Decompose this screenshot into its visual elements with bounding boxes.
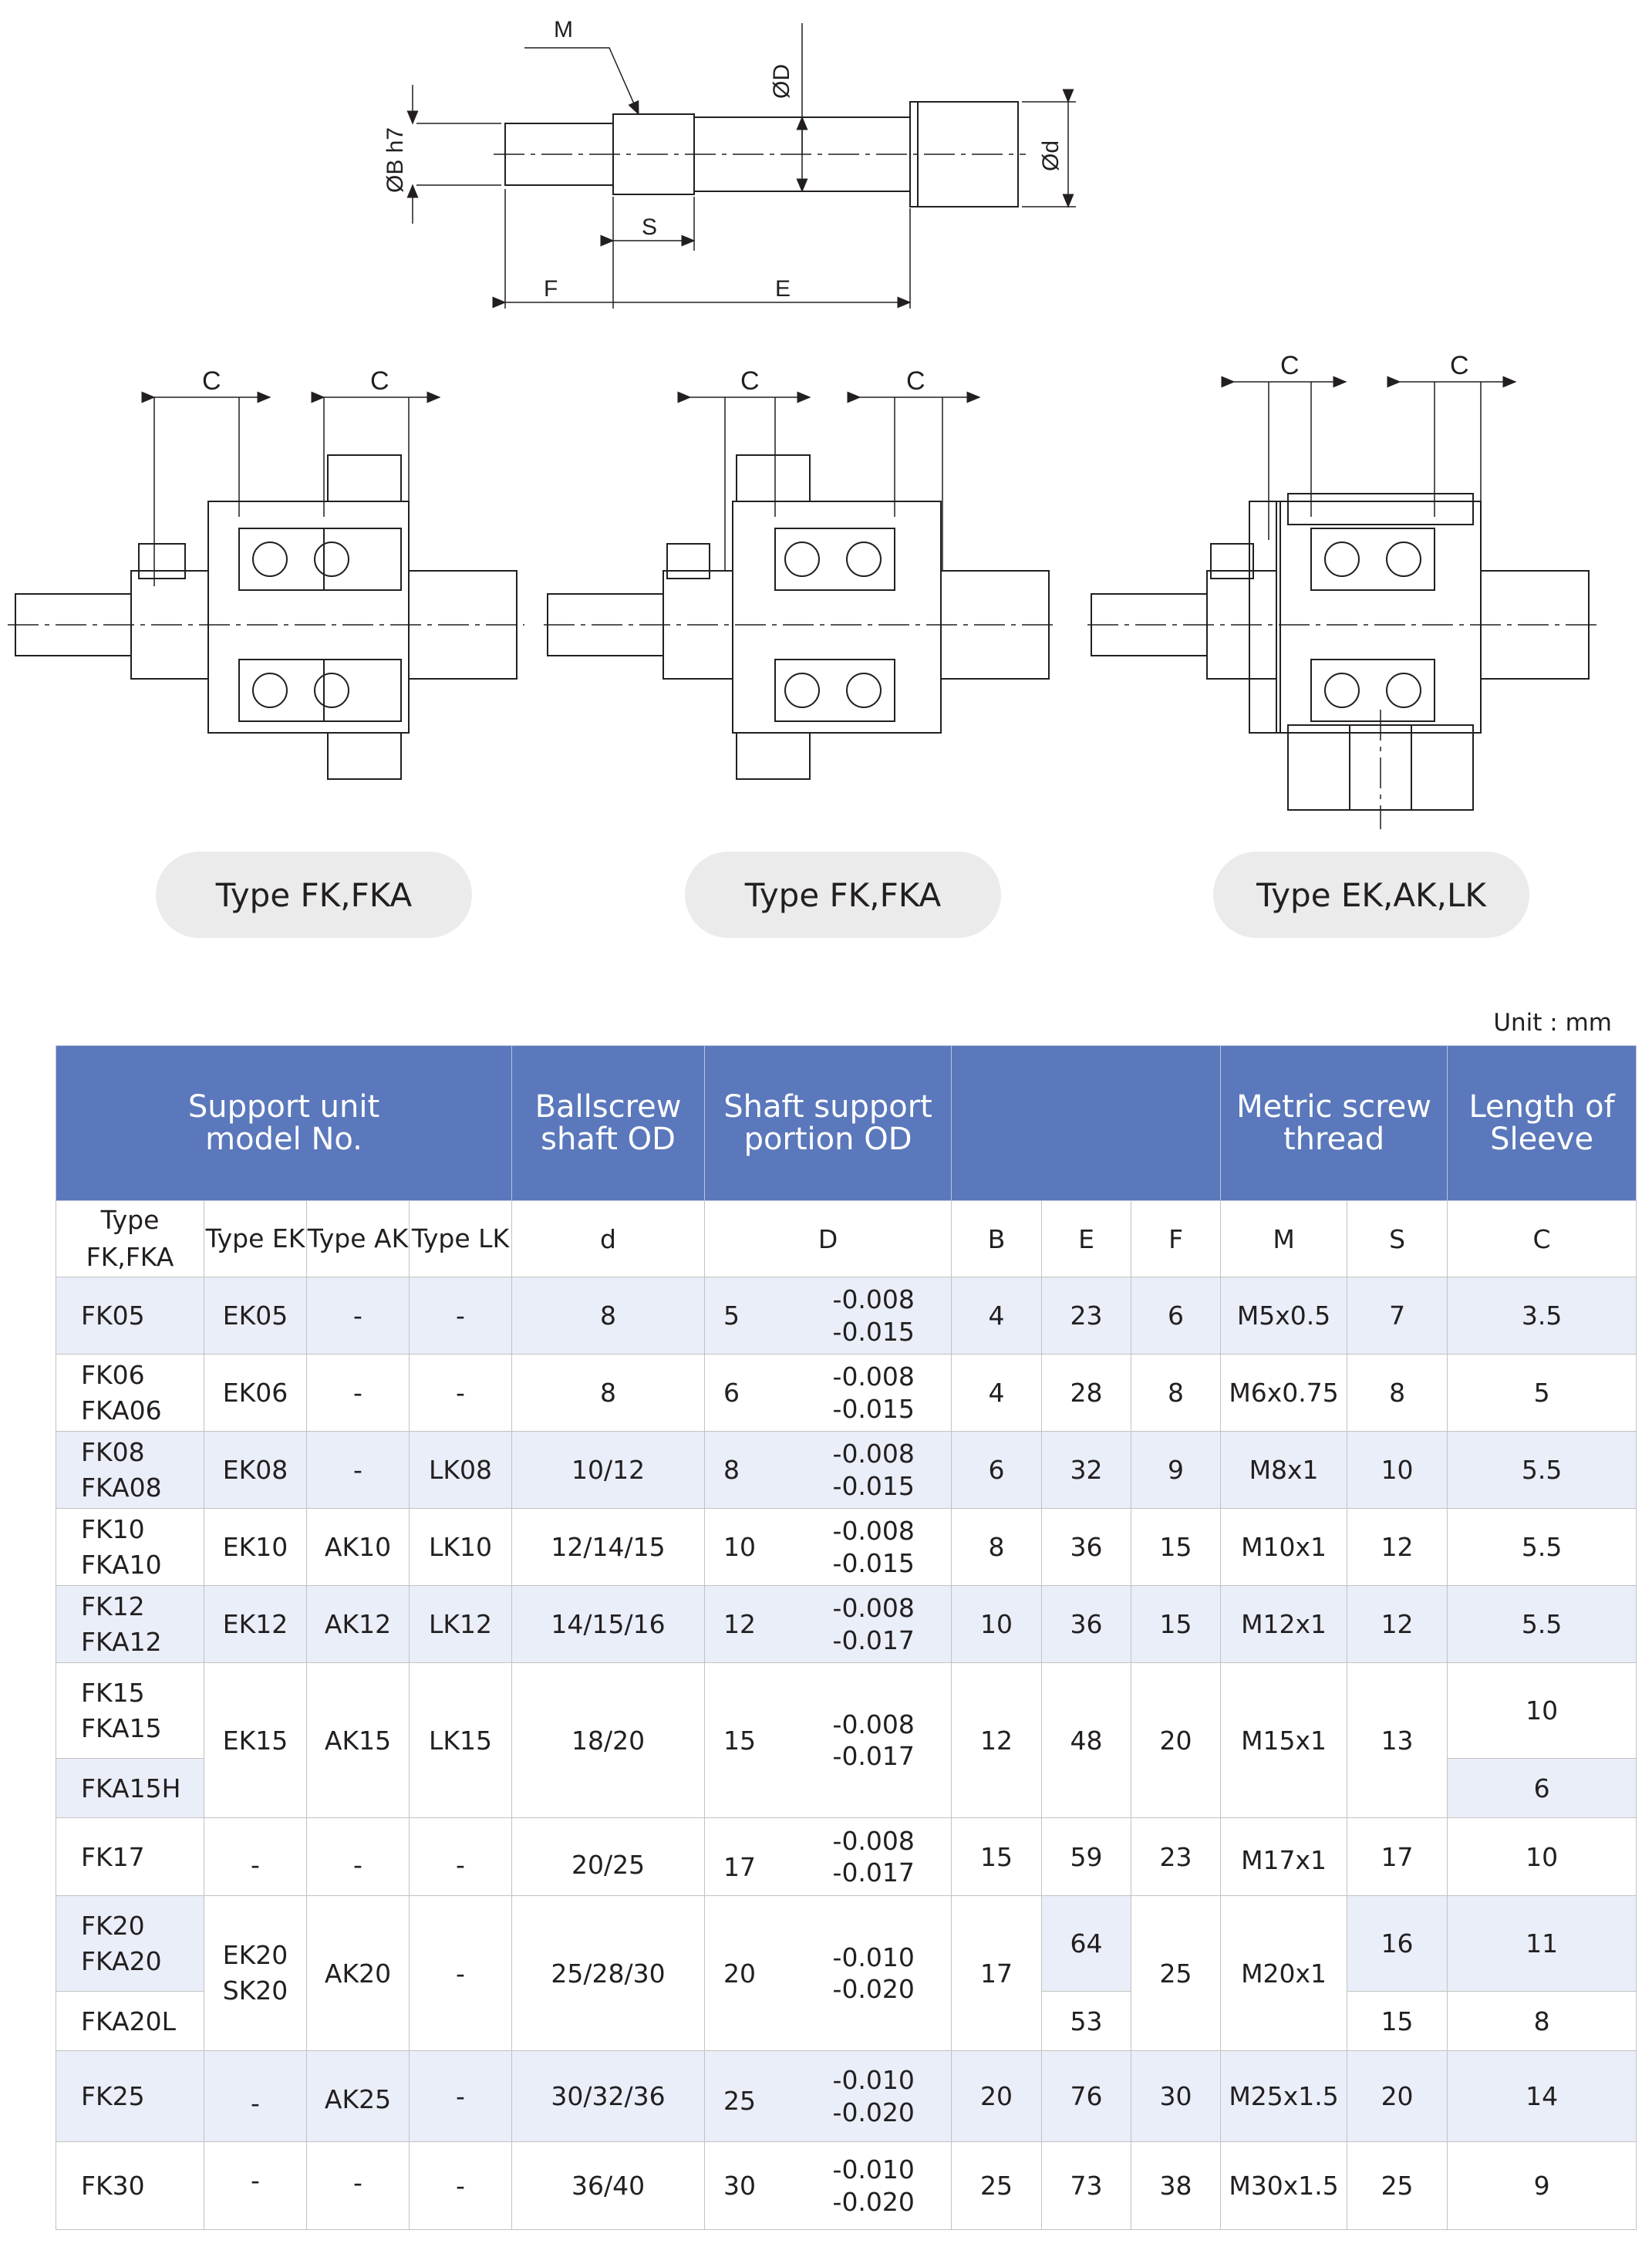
cell-m: M8x1 — [1221, 1432, 1347, 1509]
cell-c: 3.5 — [1448, 1277, 1637, 1355]
subheader-f: F — [1131, 1201, 1221, 1277]
cell-ek: EK15 — [204, 1663, 307, 1818]
cell-e: 59 — [1042, 1818, 1131, 1896]
cell-upper-d: 10 — [705, 1509, 828, 1586]
label-c-1a: C — [202, 366, 221, 396]
type-label-fk-2: Type FK,FKA — [685, 852, 1001, 938]
cell-e: 23 — [1042, 1277, 1131, 1355]
cell-fk: FK06 FKA06 — [56, 1355, 204, 1432]
cell-lk: LK10 — [410, 1509, 512, 1586]
cell-f: 9 — [1131, 1432, 1221, 1509]
cell-b: 12 — [952, 1663, 1042, 1818]
cell-b: 4 — [952, 1355, 1042, 1432]
cell-e-alt: 53 — [1042, 1992, 1131, 2051]
cell-ek: EK05 — [204, 1277, 307, 1355]
subheader-upper-d: D — [705, 1201, 952, 1277]
type-label-ek: Type EK,AK,LK — [1213, 852, 1529, 938]
table-row — [56, 1509, 1637, 1586]
cell-tolerance: -0.008 -0.017 — [828, 1586, 952, 1663]
cell-c: 5.5 — [1448, 1509, 1637, 1586]
cell-tolerance: -0.010 -0.020 — [828, 1896, 952, 2051]
cell-d: 36/40 — [512, 2142, 705, 2230]
cell-tolerance: -0.008 -0.015 — [828, 1355, 952, 1432]
cell-b: 6 — [952, 1432, 1042, 1509]
section-drawing-fk-2 — [544, 366, 1053, 779]
label-c-3a: C — [1280, 351, 1300, 380]
section-drawing-ek — [1087, 351, 1596, 829]
cell-e: 36 — [1042, 1509, 1131, 1586]
cell-fk: FK15 FKA15 — [56, 1663, 204, 1759]
cell-ek: - — [204, 2142, 307, 2230]
cell-ak: - — [307, 1818, 410, 1896]
cell-upper-d: 15 — [705, 1663, 828, 1818]
cell-tolerance: -0.010 -0.020 — [828, 2051, 952, 2142]
cell-ak: - — [307, 1277, 410, 1355]
subheader-type-lk: Type LK — [410, 1201, 512, 1277]
cell-ak: AK25 — [307, 2051, 410, 2142]
header-support-unit: Support unit model No. — [56, 1046, 512, 1201]
cell-m: M30x1.5 — [1221, 2142, 1347, 2230]
cell-c: 9 — [1448, 2142, 1637, 2230]
cell-s: 17 — [1347, 1818, 1448, 1896]
cell-fk: FK30 — [56, 2142, 204, 2230]
label-c-3b: C — [1450, 351, 1469, 380]
cell-m: M25x1.5 — [1221, 2051, 1347, 2142]
cell-b: 17 — [952, 1896, 1042, 2051]
label-s: S — [642, 214, 658, 240]
subheader-s: S — [1347, 1201, 1448, 1277]
cell-ak: AK10 — [307, 1509, 410, 1586]
table-row — [56, 1432, 1637, 1509]
subheader-b: B — [952, 1201, 1042, 1277]
cell-d: 8 — [512, 1355, 705, 1432]
unit-label: Unit : mm — [1493, 1009, 1612, 1037]
cell-ak: - — [307, 1432, 410, 1509]
cell-m: M17x1 — [1221, 1818, 1347, 1896]
cell-tolerance: -0.008 -0.017 — [828, 1818, 952, 1896]
table-row — [56, 1586, 1637, 1663]
cell-tolerance: -0.008 -0.015 — [828, 1432, 952, 1509]
cell-e: 36 — [1042, 1586, 1131, 1663]
cell-e: 64 — [1042, 1896, 1131, 1992]
cell-m: M5x0.5 — [1221, 1277, 1347, 1355]
subheader-m: M — [1221, 1201, 1347, 1277]
cell-fk: FK25 — [56, 2051, 204, 2142]
shaft-end-detail — [383, 17, 1076, 309]
cell-ak: - — [307, 1355, 410, 1432]
cell-f: 30 — [1131, 2051, 1221, 2142]
cell-d: 10/12 — [512, 1432, 705, 1509]
header-blank — [952, 1046, 1221, 1201]
cell-e: 48 — [1042, 1663, 1131, 1818]
cell-lk: LK08 — [410, 1432, 512, 1509]
cell-m: M10x1 — [1221, 1509, 1347, 1586]
cell-lk: - — [410, 1818, 512, 1896]
cell-d: 20/25 — [512, 1818, 705, 1896]
cell-upper-d: 12 — [705, 1586, 828, 1663]
cell-f: 8 — [1131, 1355, 1221, 1432]
cell-c: 11 — [1448, 1896, 1637, 1992]
cell-upper-d: 30 — [705, 2142, 828, 2230]
cell-fk: FK12 FKA12 — [56, 1586, 204, 1663]
cell-f: 15 — [1131, 1586, 1221, 1663]
cell-m: M15x1 — [1221, 1663, 1347, 1818]
table-row — [56, 2051, 1637, 2142]
header-metric: Metric screw thread — [1221, 1046, 1448, 1201]
cell-f: 20 — [1131, 1663, 1221, 1818]
label-m: M — [554, 17, 573, 42]
label-c-2b: C — [906, 366, 925, 396]
cell-fk: FK08 FKA08 — [56, 1432, 204, 1509]
label-c-2a: C — [740, 366, 760, 396]
cell-ek: - — [204, 2051, 307, 2142]
cell-d: 14/15/16 — [512, 1586, 705, 1663]
cell-upper-d: 6 — [705, 1355, 828, 1432]
cell-ek: EK12 — [204, 1586, 307, 1663]
header-ballscrew: Ballscrew shaft OD — [512, 1046, 705, 1201]
cell-fk: FK10 FKA10 — [56, 1509, 204, 1586]
type-label-fk-1: Type FK,FKA — [156, 852, 472, 938]
cell-s-alt: 15 — [1347, 1992, 1448, 2051]
cell-ek: - — [204, 1818, 307, 1896]
cell-ak: AK12 — [307, 1586, 410, 1663]
cell-c: 5 — [1448, 1355, 1637, 1432]
cell-e: 73 — [1042, 2142, 1131, 2230]
cell-b: 20 — [952, 2051, 1042, 2142]
cell-c: 10 — [1448, 1663, 1637, 1759]
cell-tolerance: -0.008 -0.015 — [828, 1509, 952, 1586]
subheader-d: d — [512, 1201, 705, 1277]
cell-f: 6 — [1131, 1277, 1221, 1355]
cell-d: 8 — [512, 1277, 705, 1355]
cell-upper-d: 17 — [705, 1818, 828, 1896]
table-row — [56, 1818, 1637, 1896]
cell-ak: - — [307, 2142, 410, 2230]
cell-c: 14 — [1448, 2051, 1637, 2142]
cell-ek: EK10 — [204, 1509, 307, 1586]
cell-s: 16 — [1347, 1896, 1448, 1992]
cell-s: 8 — [1347, 1355, 1448, 1432]
cell-lk: - — [410, 2142, 512, 2230]
cell-lk: - — [410, 1277, 512, 1355]
cell-s: 20 — [1347, 2051, 1448, 2142]
table-row — [56, 1355, 1637, 1432]
cell-b: 15 — [952, 1818, 1042, 1896]
cell-f: 23 — [1131, 1818, 1221, 1896]
label-f: F — [544, 276, 558, 302]
cell-ek: EK08 — [204, 1432, 307, 1509]
cell-s: 25 — [1347, 2142, 1448, 2230]
cell-d: 25/28/30 — [512, 1896, 705, 2051]
cell-d: 30/32/36 — [512, 2051, 705, 2142]
cell-m: M6x0.75 — [1221, 1355, 1347, 1432]
label-b-h7: ØB h7 — [383, 127, 408, 193]
cell-e: 32 — [1042, 1432, 1131, 1509]
cell-c-alt: 6 — [1448, 1759, 1637, 1818]
cell-ak: AK15 — [307, 1663, 410, 1818]
cell-upper-d: 25 — [705, 2051, 828, 2142]
cell-b: 10 — [952, 1586, 1042, 1663]
cell-f: 15 — [1131, 1509, 1221, 1586]
cell-upper-d: 5 — [705, 1277, 828, 1355]
cell-b: 4 — [952, 1277, 1042, 1355]
cell-fk-alt: FKA15H — [56, 1759, 204, 1818]
cell-fk: FK20 FKA20 — [56, 1896, 204, 1992]
cell-s: 7 — [1347, 1277, 1448, 1355]
cell-e: 76 — [1042, 2051, 1131, 2142]
cell-lk: LK15 — [410, 1663, 512, 1818]
cell-c-alt: 8 — [1448, 1992, 1637, 2051]
cell-b: 25 — [952, 2142, 1042, 2230]
cell-b: 8 — [952, 1509, 1042, 1586]
cell-lk: - — [410, 1896, 512, 2051]
header-sleeve: Length of Sleeve — [1448, 1046, 1637, 1201]
subheader-type-fk: Type FK,FKA — [56, 1201, 204, 1277]
label-c-1b: C — [370, 366, 389, 396]
cell-c: 5.5 — [1448, 1586, 1637, 1663]
cell-d: 12/14/15 — [512, 1509, 705, 1586]
spec-table — [56, 1045, 1637, 2230]
cell-lk: - — [410, 2051, 512, 2142]
cell-s: 12 — [1347, 1586, 1448, 1663]
cell-ak: AK20 — [307, 1896, 410, 2051]
cell-s: 10 — [1347, 1432, 1448, 1509]
cell-e: 28 — [1042, 1355, 1131, 1432]
technical-drawings — [0, 0, 1652, 964]
cell-f: 38 — [1131, 2142, 1221, 2230]
table-row — [56, 2142, 1637, 2230]
cell-ek: EK20 SK20 — [204, 1896, 307, 2051]
label-lower-d: Ød — [1038, 140, 1064, 171]
cell-lk: LK12 — [410, 1586, 512, 1663]
cell-fk-alt: FKA20L — [56, 1992, 204, 2051]
section-drawing-fk-1 — [8, 366, 524, 779]
cell-tolerance: -0.010 -0.020 — [828, 2142, 952, 2230]
cell-upper-d: 8 — [705, 1432, 828, 1509]
cell-s: 13 — [1347, 1663, 1448, 1818]
cell-m: M12x1 — [1221, 1586, 1347, 1663]
cell-ek: EK06 — [204, 1355, 307, 1432]
cell-lk: - — [410, 1355, 512, 1432]
cell-m: M20x1 — [1221, 1896, 1347, 2051]
cell-tolerance: -0.008 -0.017 — [828, 1663, 952, 1818]
subheader-e: E — [1042, 1201, 1131, 1277]
subheader-c: C — [1448, 1201, 1637, 1277]
cell-s: 12 — [1347, 1509, 1448, 1586]
label-e: E — [775, 276, 791, 302]
cell-fk: FK17 — [56, 1818, 204, 1896]
cell-fk: FK05 — [56, 1277, 204, 1355]
cell-c: 10 — [1448, 1818, 1637, 1896]
cell-c: 5.5 — [1448, 1432, 1637, 1509]
subheader-type-ak: Type AK — [307, 1201, 410, 1277]
header-shaft-support: Shaft support portion OD — [705, 1046, 952, 1201]
cell-tolerance: -0.008 -0.015 — [828, 1277, 952, 1355]
subheader-type-ek: Type EK — [204, 1201, 307, 1277]
table-row — [56, 1896, 1637, 1992]
label-upper-d: ØD — [769, 64, 794, 99]
cell-upper-d: 20 — [705, 1896, 828, 2051]
table-row — [56, 1663, 1637, 1759]
cell-d: 18/20 — [512, 1663, 705, 1818]
cell-f: 25 — [1131, 1896, 1221, 2051]
table-row — [56, 1277, 1637, 1355]
